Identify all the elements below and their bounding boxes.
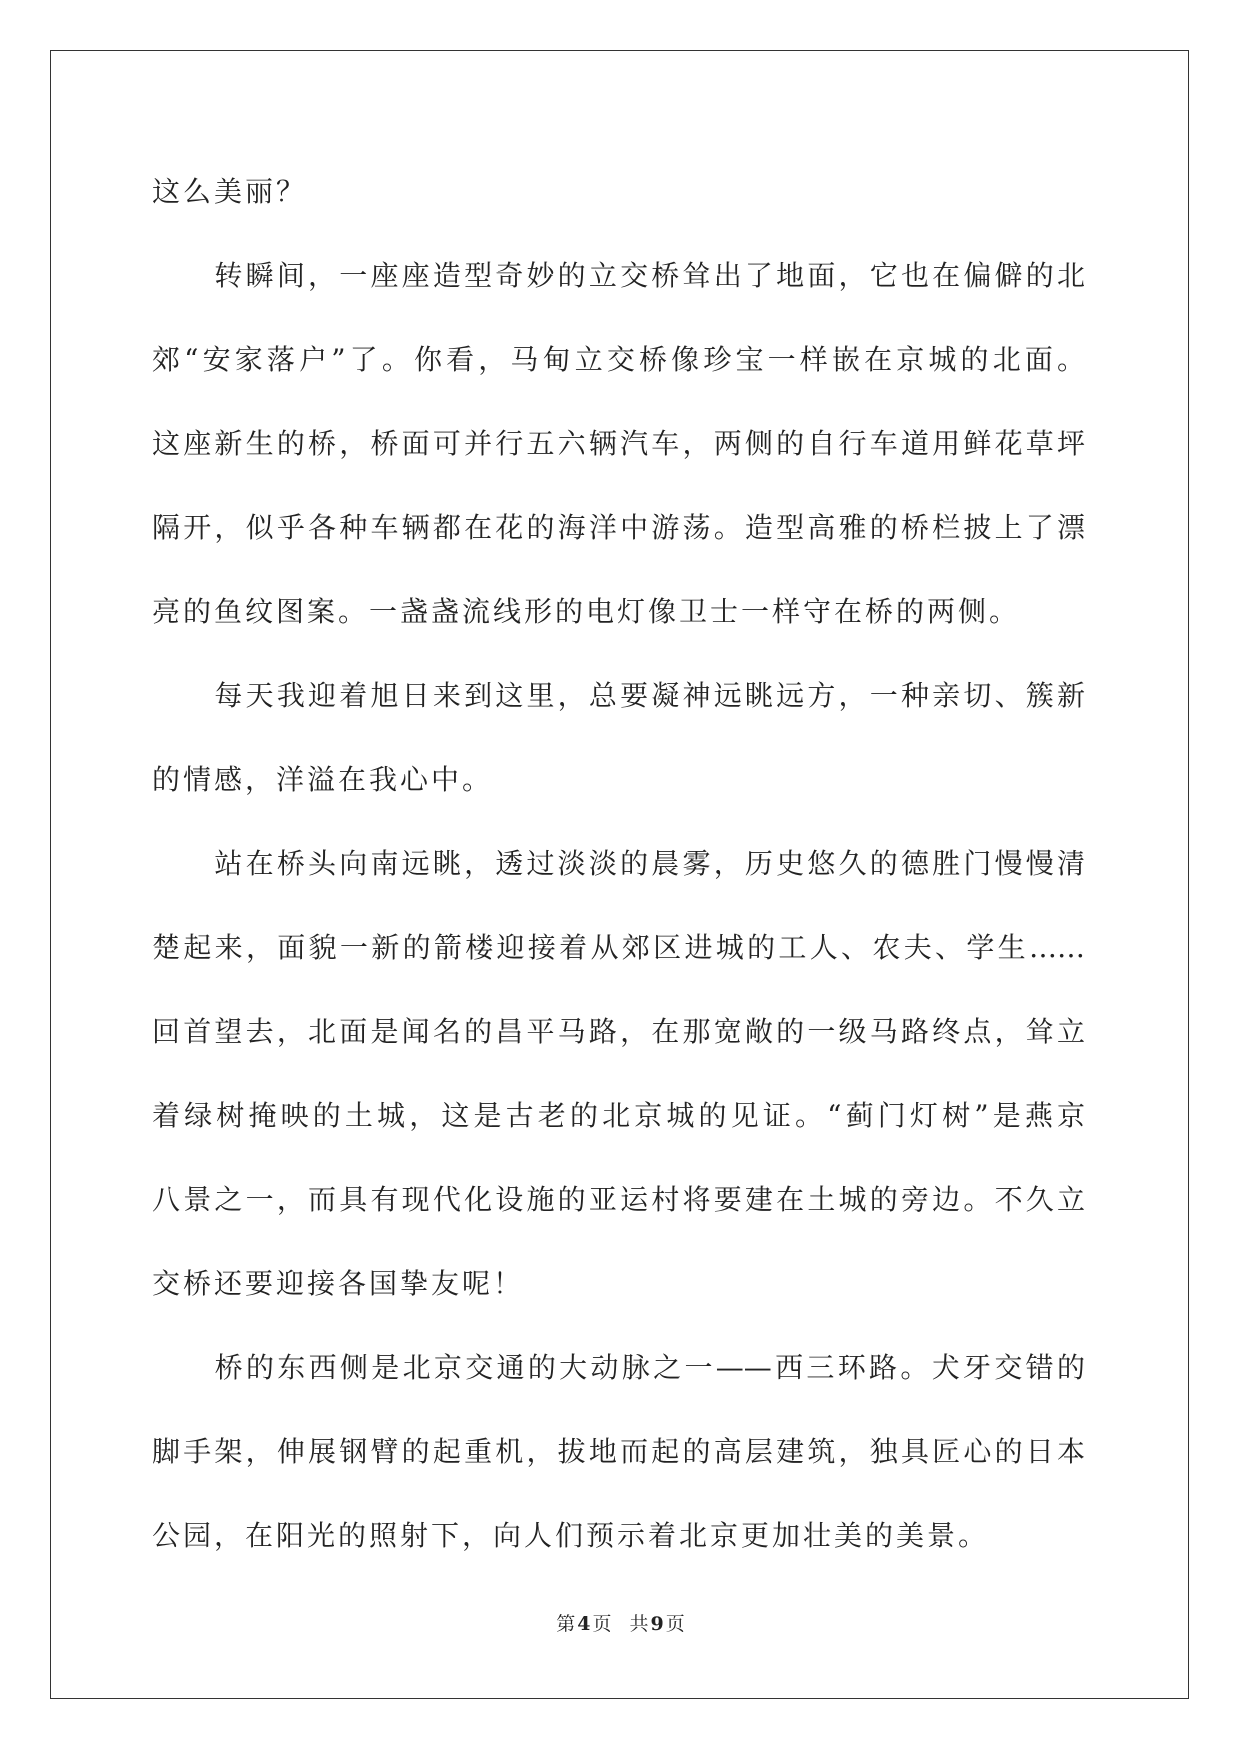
text-line: 郊“安家落户”了。你看，马甸立交桥像珍宝一样嵌在京城的北面。	[152, 343, 1085, 376]
page-number-prefix: 第	[556, 1613, 576, 1635]
text-line: 脚手架，伸展钢臂的起重机，拔地而起的高层建筑，独具匠心的日本	[152, 1435, 1085, 1468]
document-body	[152, 150, 1085, 1578]
text-line: 转瞬间，一座座造型奇妙的立交桥耸出了地面，它也在偏僻的北	[152, 259, 1085, 292]
text-line: 的情感，洋溢在我心中。	[152, 763, 494, 796]
text-line: 站在桥头向南远眺，透过淡淡的晨雾，历史悠久的德胜门慢慢清	[152, 847, 1085, 880]
total-pages-number: 9	[650, 1613, 664, 1635]
text-line: 公园，在阳光的照射下，向人们预示着北京更加壮美的美景。	[152, 1519, 990, 1552]
text-line: 着绿树掩映的土城，这是古老的北京城的见证。“蓟门灯树”是燕京	[152, 1099, 1085, 1132]
text-line: 这么美丽？	[152, 175, 308, 208]
text-line: 这座新生的桥，桥面可并行五六辆汽车，两侧的自行车道用鲜花草坪	[152, 427, 1085, 460]
current-page-number: 4	[577, 1613, 591, 1635]
text-line: 亮的鱼纹图案。一盏盏流线形的电灯像卫士一样守在桥的两侧。	[152, 595, 1021, 628]
page-number-suffix: 页	[592, 1613, 612, 1635]
text-line: 交桥还要迎接各国挚友呢！	[152, 1267, 525, 1300]
text-line: 回首望去，北面是闻名的昌平马路，在那宽敞的一级马路终点，耸立	[152, 1015, 1085, 1048]
total-pages-prefix: 共	[629, 1613, 649, 1635]
text-line: 楚起来，面貌一新的箭楼迎接着从郊区进城的工人、农夫、学生……	[152, 931, 1085, 964]
text-line: 每天我迎着旭日来到这里，总要凝神远眺远方，一种亲切、簇新	[152, 679, 1085, 712]
text-line: 隔开，似乎各种车辆都在花的海洋中游荡。造型高雅的桥栏披上了漂	[152, 511, 1085, 544]
text-line: 桥的东西侧是北京交通的大动脉之一——西三环路。犬牙交错的	[152, 1351, 1085, 1384]
page-footer	[0, 1612, 1241, 1636]
total-pages-suffix: 页	[665, 1613, 685, 1635]
text-line: 八景之一，而具有现代化设施的亚运村将要建在土城的旁边。不久立	[152, 1183, 1085, 1216]
